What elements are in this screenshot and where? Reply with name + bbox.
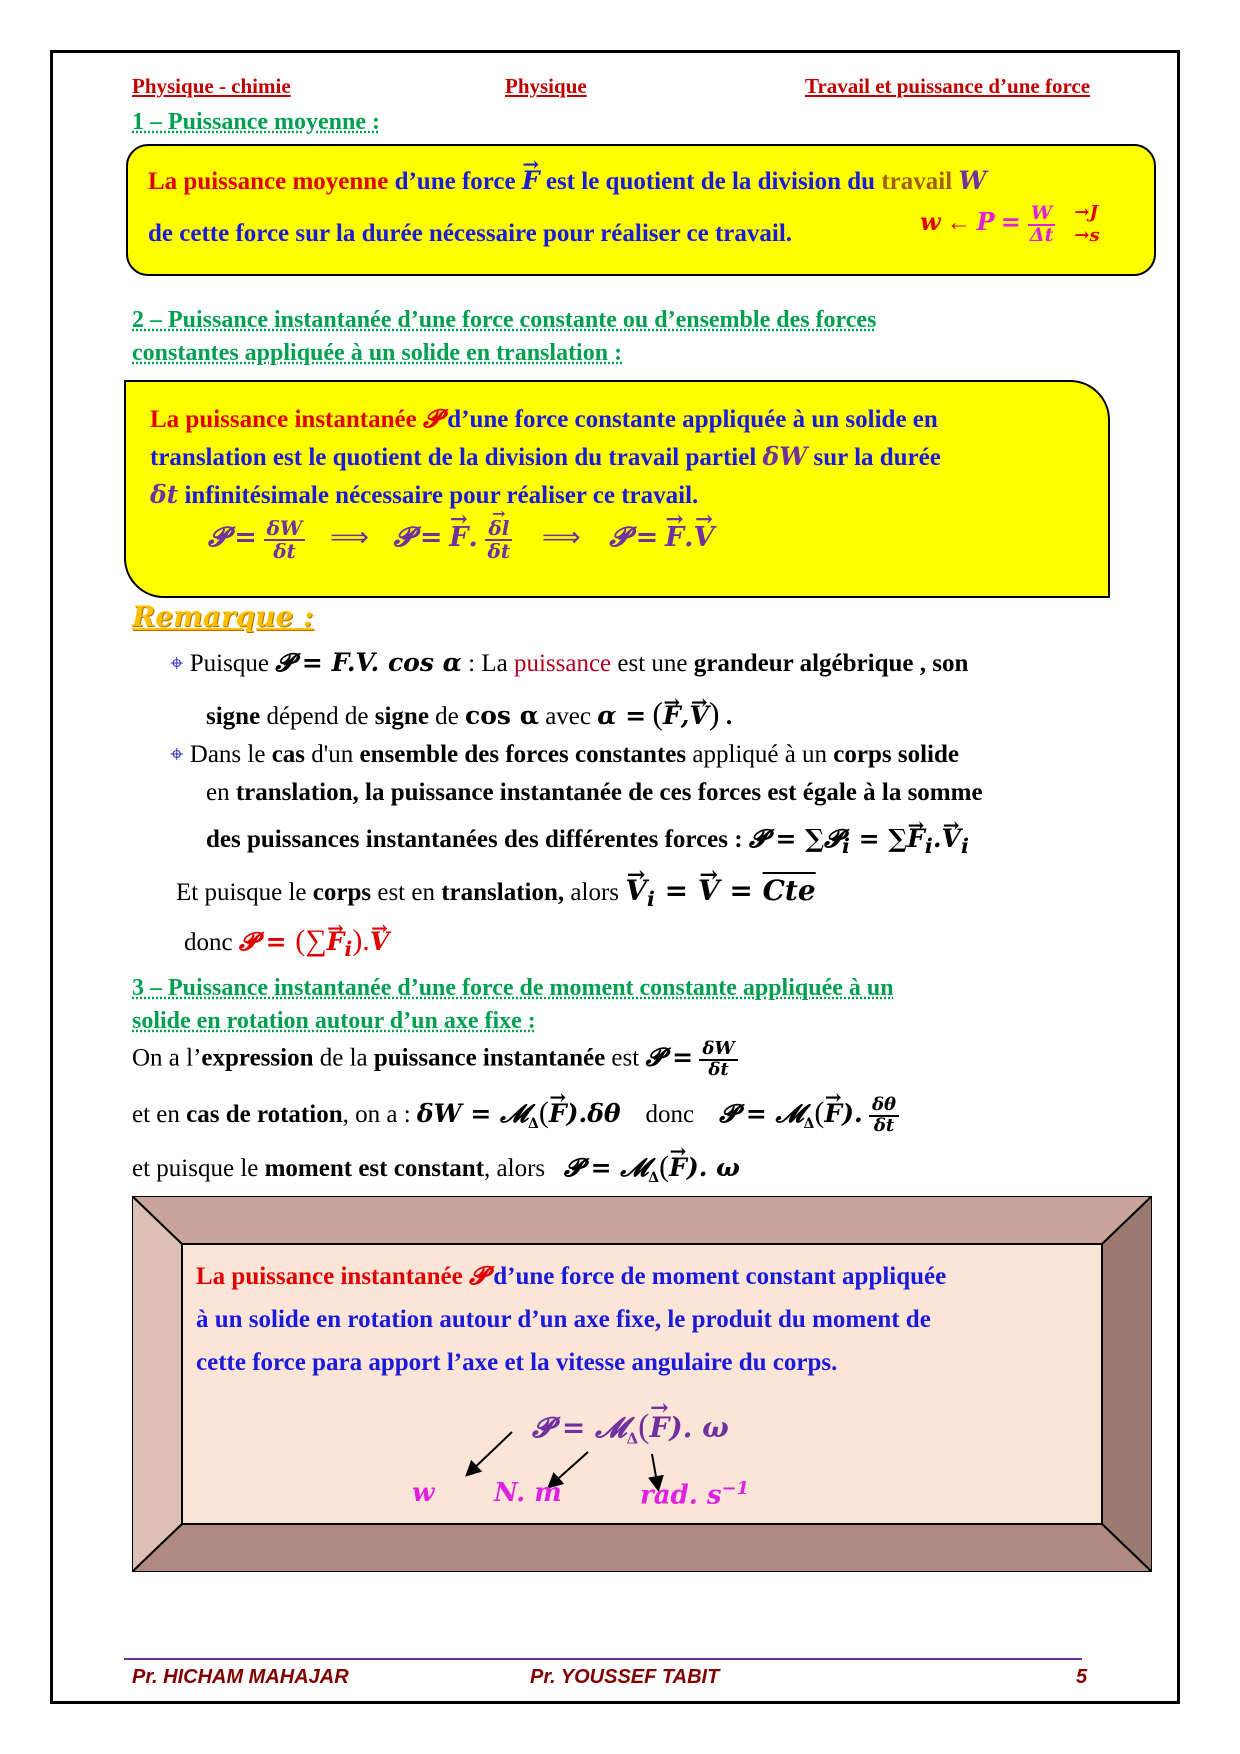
text: 𝓟 = 𝓜 [563, 1153, 649, 1182]
text: sur la durée [807, 444, 941, 471]
symbol-P: P [976, 207, 995, 237]
text: puissance [513, 650, 612, 677]
unit-rad-per-s-label [640, 1478, 749, 1511]
text: translation, [441, 879, 565, 906]
text: est en [371, 879, 442, 906]
text: = [654, 874, 698, 907]
header-discipline: Physique [505, 74, 587, 98]
text: ). [842, 1099, 863, 1128]
bevel-frame-box [132, 1196, 1152, 1572]
text: = [1000, 207, 1021, 237]
text: = [234, 522, 257, 554]
force-vector: → F [522, 166, 540, 195]
text: 𝓟 [609, 522, 629, 554]
header-chapter: Travail et puissance d’une force [805, 74, 1091, 98]
text: infinitésimale [178, 482, 336, 509]
text: 𝓟 = [238, 927, 296, 956]
instant-power-formulas [208, 518, 714, 562]
implies-arrow-icon: ⟹ [541, 522, 581, 553]
text: est une [611, 650, 694, 677]
text: donc [626, 1101, 713, 1128]
average-power-formula [920, 202, 1100, 247]
text: 𝓟 [468, 1261, 487, 1290]
text: corps [312, 879, 372, 906]
text: →s [1074, 224, 1100, 246]
text: en [206, 779, 236, 806]
text: . [684, 522, 694, 554]
text: δθ [869, 1096, 899, 1117]
box2-line3 [150, 476, 941, 514]
text: ). ω [669, 1411, 729, 1444]
text: , alors [484, 1155, 558, 1182]
text: ).δθ [566, 1099, 621, 1128]
remark-bullet2 [170, 736, 959, 774]
text: signe [374, 703, 429, 730]
fraction-W-over-dt [1027, 201, 1057, 246]
text: δW [699, 1040, 737, 1061]
text: = ∑ [849, 824, 908, 853]
text: , [680, 701, 690, 730]
box2-text [150, 400, 941, 514]
section2-title-line1: 2 – Puissance instantanée d’une force constante ou d’ensemble des forces [132, 307, 877, 333]
text: → V [690, 697, 709, 735]
text: −1 [721, 1478, 750, 1499]
text: → F [327, 923, 345, 961]
text: expression [201, 1044, 314, 1072]
text: i [842, 833, 850, 858]
text: dépend de [260, 703, 375, 730]
text: $\overline{Cte}$ [762, 874, 816, 907]
text: On a l’ [132, 1044, 202, 1072]
text: translation, la puissance instantanée de ces forces est égale à la somme [235, 779, 983, 806]
text: → F [649, 1411, 669, 1444]
fraction-dW-dt [699, 1040, 737, 1080]
text: δt [273, 539, 296, 563]
text: →J [1074, 202, 1098, 223]
section3-line2 [132, 1096, 899, 1136]
text: moment est constant [264, 1155, 485, 1182]
text: → V [942, 820, 961, 858]
angle-paren-close: ) [708, 695, 720, 731]
text: de la [313, 1044, 374, 1072]
text: = [635, 522, 659, 554]
text: i [647, 886, 655, 911]
unit-watt-label: w [412, 1478, 435, 1508]
page-number: 5 [1076, 1666, 1088, 1688]
fraction-dtheta-dt [869, 1096, 899, 1136]
formula-units [1074, 202, 1099, 247]
text: appliqué à un [686, 741, 834, 768]
arrow-left-icon: ← [946, 210, 971, 237]
text: : La [461, 650, 514, 677]
fraction-dW-dt [264, 518, 306, 562]
text: → V [694, 522, 715, 553]
term-work: travail [881, 168, 953, 195]
text: donc [184, 929, 239, 956]
text: ). [352, 924, 370, 957]
crosshair-bullet-icon: ⌖ [170, 742, 184, 768]
text: → F [449, 522, 468, 553]
crosshair-bullet-icon: ⌖ [170, 651, 184, 677]
text: des puissances instantanées des différentes forces : [206, 826, 749, 853]
unit-arrows [132, 1196, 1152, 1572]
box1-line1 [148, 166, 987, 196]
text: → F [549, 1099, 567, 1128]
text: et en [132, 1101, 187, 1128]
box2-line2 [150, 438, 941, 476]
remark-conclusion-line [184, 922, 389, 968]
text: alors [564, 879, 626, 906]
text: d'un [305, 741, 360, 768]
text: W [1028, 204, 1055, 226]
text: Δ [626, 1429, 639, 1448]
text: δW = 𝓜 [416, 1099, 529, 1128]
text: et puisque le [132, 1155, 265, 1182]
text: i [344, 936, 353, 961]
fraction-dl-dt [485, 518, 514, 562]
section3-title-line2: solide en rotation autour d’un axe fixe : [132, 1008, 536, 1034]
term-average-power: La puissance moyenne [148, 168, 389, 195]
text: δt [873, 1115, 895, 1137]
text: Δ [648, 1170, 660, 1186]
text: de [428, 703, 466, 730]
text: , on a : [342, 1101, 417, 1128]
text: cos α [465, 701, 539, 730]
remark-bullet1-line2 [206, 694, 732, 736]
unit-watt: w [920, 207, 941, 237]
text: nécessaire pour réaliser ce travail. [335, 482, 699, 509]
box1-line2: de cette force sur la durée nécessaire pour réaliser ce travail. [148, 220, 793, 247]
section3-line1 [132, 1040, 738, 1080]
text: → V [370, 923, 389, 961]
implies-arrow-icon: ⟹ [330, 522, 369, 553]
text: δW [264, 518, 306, 541]
text: angulaire du corps. [631, 1349, 838, 1376]
text: i [960, 833, 969, 858]
text: d’une force de moment constant appliquée [487, 1263, 947, 1290]
paren-open: ( [814, 1096, 825, 1129]
text: Dans le [189, 741, 272, 768]
text: = [719, 874, 763, 907]
remark-translation-line [176, 872, 816, 918]
text: 𝓟 = 𝓜 [719, 1099, 804, 1128]
text: → F [824, 1099, 842, 1128]
remark-title: Remarque : [132, 600, 314, 633]
footer-divider [124, 1658, 1082, 1660]
section2-title-line2: constantes appliquée à un solide en translation : [132, 340, 623, 366]
text: avec [538, 703, 598, 730]
text: α = [597, 701, 647, 730]
footer-author-center: Pr. YOUSSEF TABIT [530, 1666, 720, 1688]
text: puissance instantanée [373, 1044, 606, 1072]
text: signe [206, 703, 261, 730]
text: 𝓟 [208, 522, 228, 554]
paren-open: ( [638, 1408, 650, 1445]
text: → V [625, 872, 647, 910]
text: δW [762, 442, 808, 471]
text: → V [698, 872, 720, 910]
text: cette force para apport l’axe et la vitesse [196, 1349, 632, 1376]
text: Puisque [189, 650, 276, 677]
symbol-W: W [958, 166, 987, 195]
text: est [605, 1044, 646, 1072]
text: → F [663, 697, 681, 735]
text: → δl [485, 518, 512, 541]
text: 𝓟 = ∑𝓟 [748, 824, 843, 853]
text: 𝓟 = F.V. cos α [275, 648, 462, 677]
text: 𝓟 [422, 404, 441, 433]
text: = [419, 522, 443, 554]
paren-open: ( [538, 1096, 549, 1129]
text: 𝓟 [393, 522, 414, 554]
text: d’une force [388, 168, 522, 195]
footer-author-left: Pr. HICHAM MAHAJAR [132, 1666, 349, 1688]
text: → F [669, 1153, 687, 1182]
text: est le quotient de la division du [539, 168, 882, 195]
remark-bullet2-line3 [206, 820, 969, 865]
text: Δ [528, 1116, 539, 1132]
remark-bullet2-line2 [206, 774, 983, 812]
text: δt [487, 539, 511, 563]
text: d’une force constante appliquée à un solide en [441, 406, 938, 433]
text: Δ [803, 1116, 815, 1132]
box2-line1 [150, 400, 941, 438]
definition-box-average-power [126, 144, 1156, 276]
text: rad. s [640, 1480, 722, 1511]
unit-newton-meter-label: N. m [494, 1478, 562, 1508]
remark-bullet1 [170, 644, 968, 683]
text: → F [907, 820, 925, 858]
text: ensemble des forces constantes [359, 741, 687, 768]
text: . [719, 703, 733, 730]
section1-title: 1 – Puissance moyenne : [132, 109, 380, 135]
text: . [932, 824, 942, 853]
text: translation est le quotient de la division du travail partiel [150, 444, 763, 471]
text: , son [913, 650, 969, 677]
text: cas [271, 741, 306, 768]
text: cas de rotation [186, 1101, 343, 1128]
paren-open: ( [659, 1150, 670, 1183]
text: ). ω [686, 1153, 740, 1182]
text: δt [708, 1058, 729, 1080]
text: grandeur algébrique [693, 650, 914, 677]
section3-line3 [132, 1150, 740, 1186]
text: 𝓟 = [645, 1042, 694, 1072]
section3-title-line1: 3 – Puissance instantanée d’une force de moment constante appliquée à un [132, 975, 894, 1001]
text: (∑ [295, 924, 327, 957]
text: La puissance instantanée [196, 1263, 469, 1290]
text: La puissance instantanée [150, 406, 423, 433]
angle-paren-open: ( [652, 695, 664, 731]
text: Et puisque le [176, 879, 313, 906]
text: δt [150, 480, 179, 509]
text: corps solide [833, 741, 959, 768]
box3-line2: à un solide en rotation autour d’un axe fixe, le produit du moment de [196, 1306, 931, 1333]
text: . [468, 522, 478, 554]
text: → F [665, 522, 684, 553]
text: 𝓟 = 𝓜 [532, 1411, 627, 1444]
text: Δt [1029, 223, 1054, 246]
text: i [924, 833, 933, 858]
definition-box-instant-power [124, 380, 1110, 598]
header-subject: Physique - chimie [132, 74, 291, 98]
